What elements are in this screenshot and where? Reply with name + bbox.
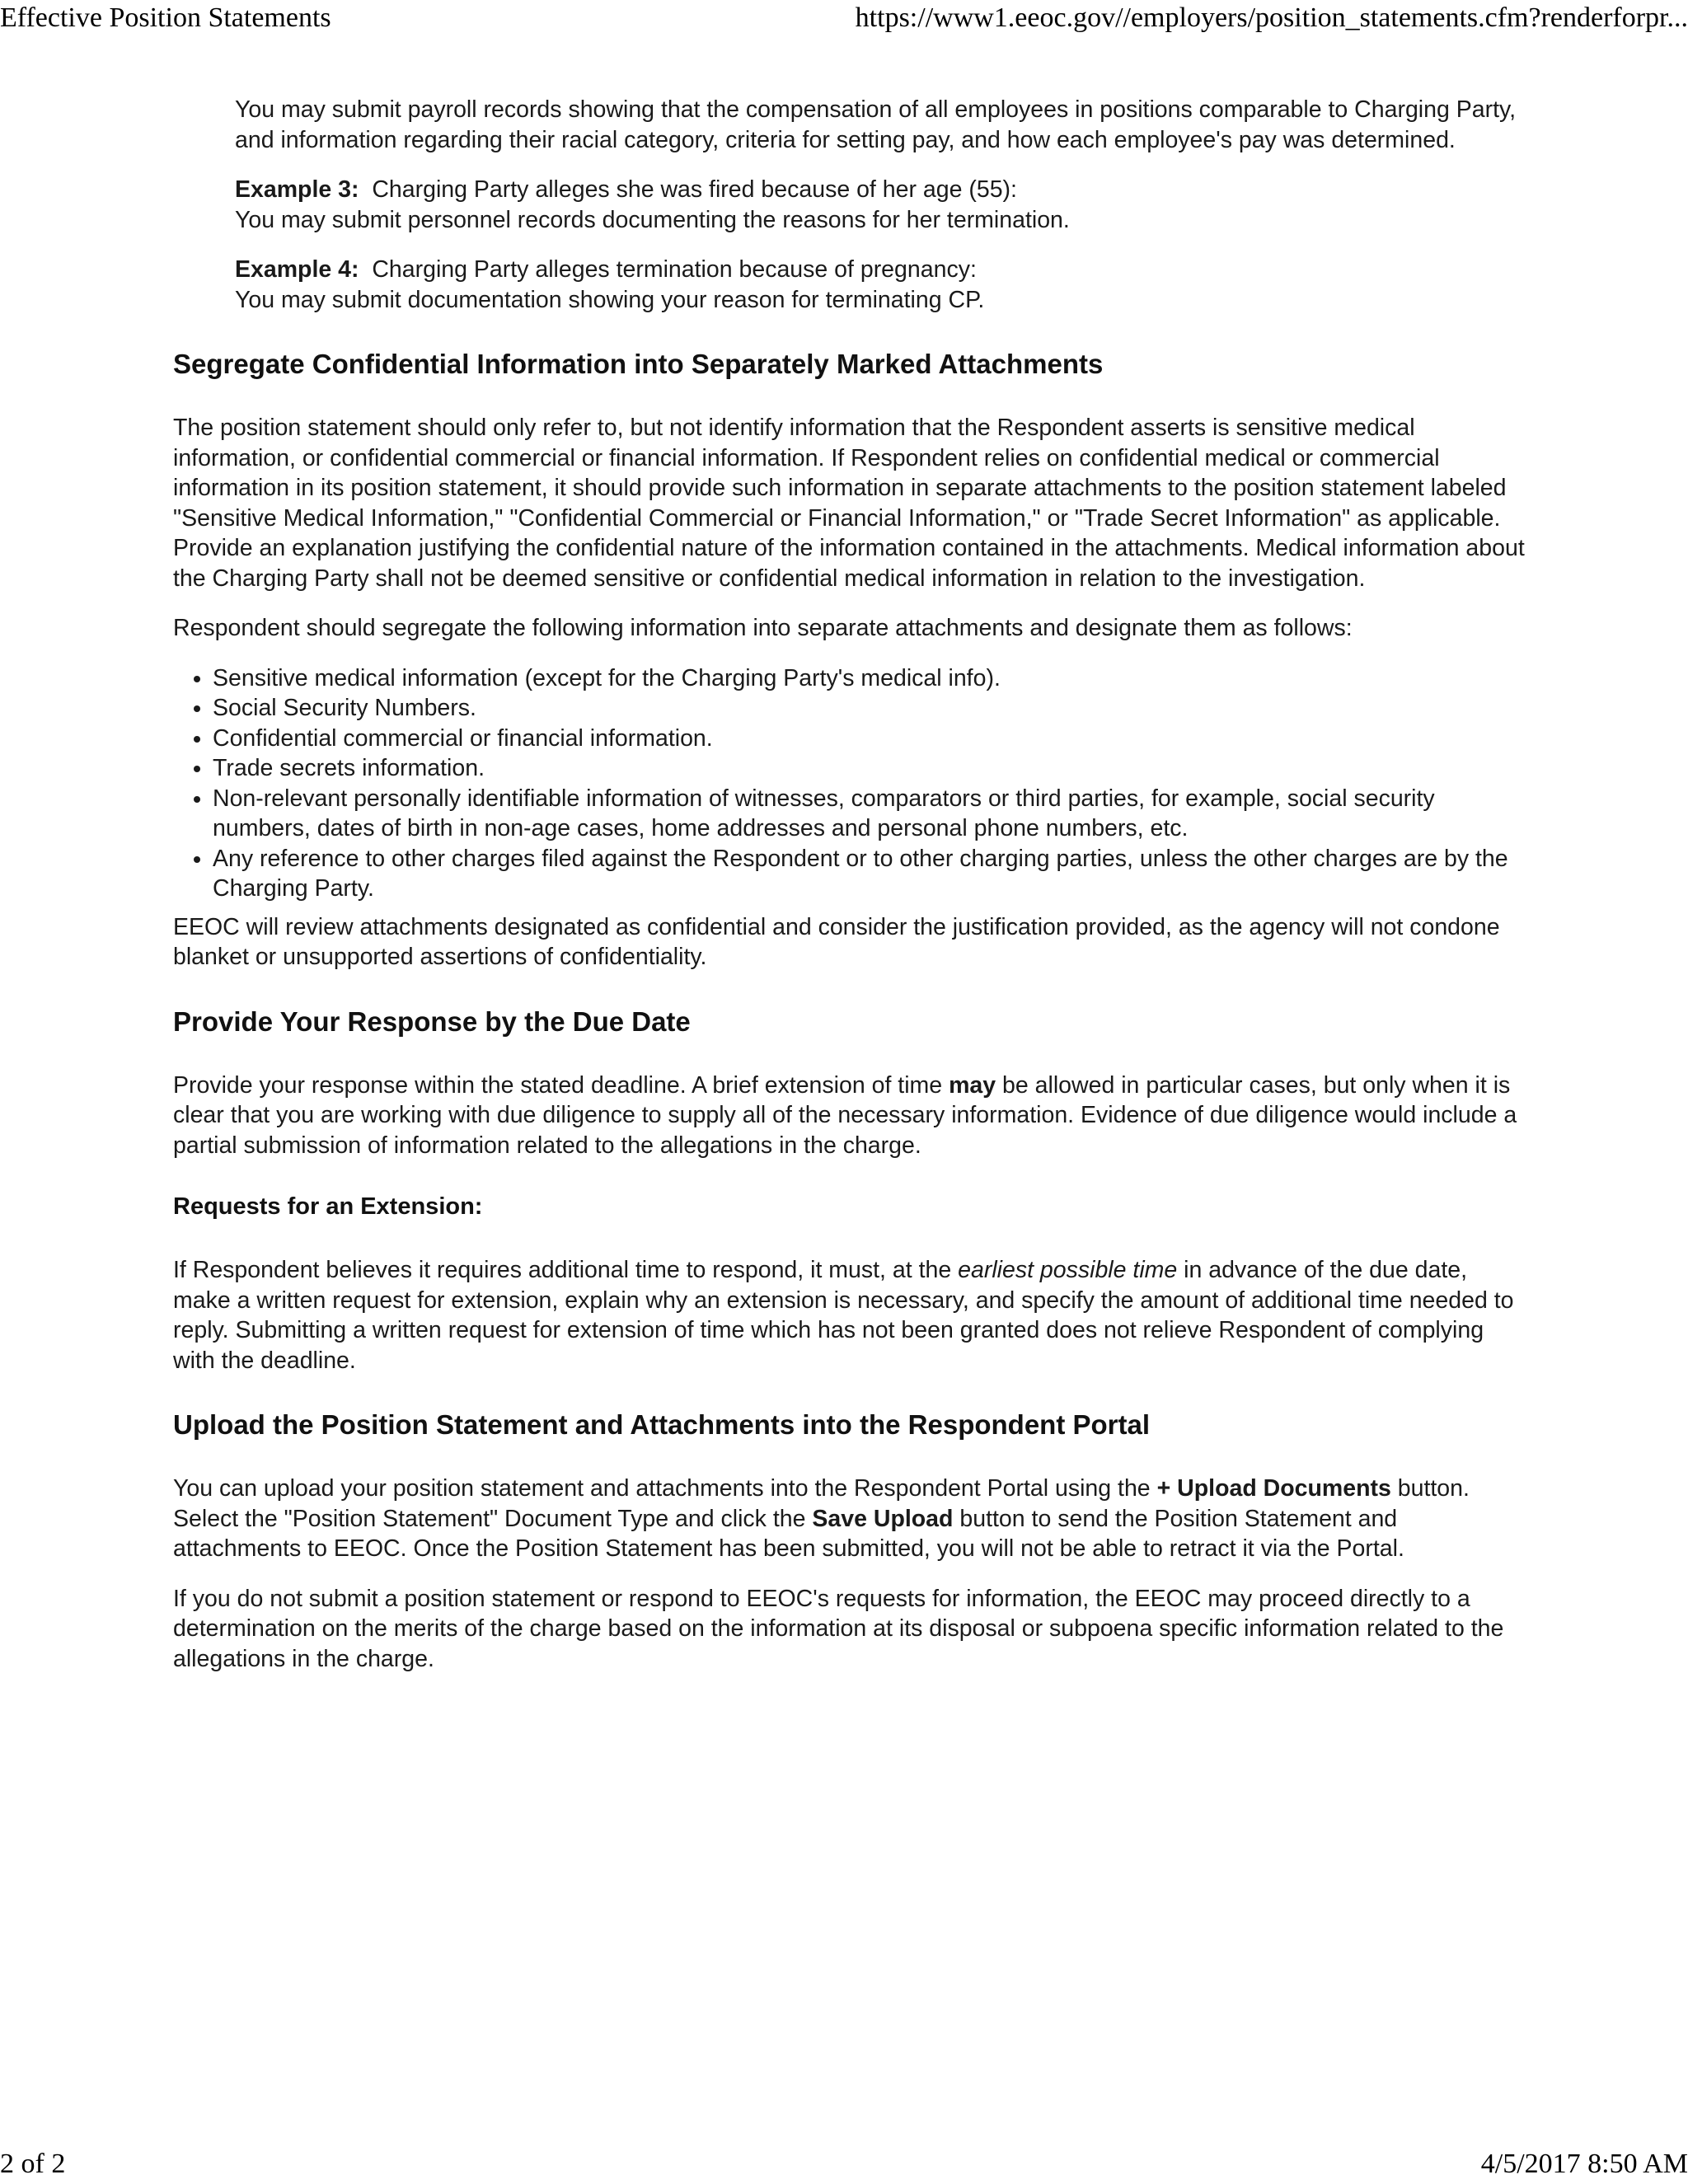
list-item: • Confidential commercial or financial information.: [213, 724, 1525, 754]
example-3-claim: Charging Party alleges she was fired because of her age (55):: [372, 176, 1017, 203]
list-item: • Any reference to other charges filed against the Respondent or to other charging parties, unless the other charges are by the Charging Party.: [213, 844, 1525, 904]
segregate-list: [173, 663, 1525, 904]
list-item: • Social Security Numbers.: [213, 693, 1525, 724]
example-3-response: You may submit personnel records documenting the reasons for her termination.: [235, 206, 1070, 233]
extension-text-a: If Respondent believes it requires additional time to respond, it must, at the: [173, 1257, 952, 1283]
segregate-paragraph-1: The position statement should only refer to, but not identify information that the Respondent asserts is sensitive medical information, or confidential commercial or financial information. If Respondent relies on confidential medical or commercial information in its position statement, it should provide such information in separate attachments to the position statement labeled "Sensitive Medical Information," "Confidential Commercial or Financial Information," or "Trade Secret Information" as applicable. Provide an explanation justifying the confidential nature of the information contained in the attachments. Medical information about the Charging Party shall not be deemed sensitive or confidential medical information in relation to the investigation.: [173, 415, 1525, 592]
list-item: • Non-relevant personally identifiable information of witnesses, comparators or third parties, for example, social security numbers, dates of birth in non-age cases, home addresses and personal phone numbers, etc.: [213, 784, 1525, 844]
segregate-paragraph-3: EEOC will review attachments designated as confidential and consider the justification provided, as the agency will not condone blanket or unsupported assertions of confidentiality.: [173, 913, 1500, 970]
extension-text-b: in advance of the due date, make a written request for extension, explain why an extension is necessary, and specify the amount of additional time needed to reply. Submitting a written request for extension of time which has not been granted does not relieve Respondent of complying with the deadline.: [173, 1257, 1514, 1374]
due-date-emphasis: may: [949, 1071, 996, 1099]
list-item: • Sensitive medical information (except for the Charging Party's medical info).: [213, 663, 1525, 694]
upload-heading: Upload the Position Statement and Attachments into the Respondent Portal: [173, 1409, 1151, 1440]
upload-text-e: button to send the Position Statement and attachments to EEOC. Once the Position Statement has been submitted, you will not be able to retract it via the Portal.: [173, 1505, 1404, 1562]
save-upload-term: Save Upload: [812, 1505, 954, 1532]
page-content: [173, 95, 1525, 1694]
example-4-claim: Charging Party alleges termination because of pregnancy:: [372, 256, 977, 283]
segregate-paragraph-2: Respondent should segregate the following information into separate attachments and designate them as follows:: [173, 615, 1353, 641]
example-3-label: Example 3:: [235, 176, 359, 203]
extension-paragraph: [173, 1255, 1525, 1376]
example-3: [235, 175, 1525, 235]
example-4: [235, 255, 1525, 315]
page-number: 2 of 2: [0, 2149, 66, 2179]
print-datetime: 4/5/2017 8:50 AM: [1480, 2149, 1688, 2179]
extension-heading: Requests for an Extension:: [173, 1193, 483, 1220]
upload-documents-term: + Upload Documents: [1156, 1475, 1391, 1502]
print-header: [0, 0, 1688, 36]
example-2-response: You may submit payroll records showing that the compensation of all employees in positions comparable to Charging Party, and information regarding their racial category, criteria for setting pay, and how each employee's pay was determined.: [235, 96, 1517, 153]
example-4-response: You may submit documentation showing your reason for terminating CP.: [235, 286, 985, 313]
upload-paragraph-1: [173, 1474, 1525, 1564]
print-footer: [0, 2146, 1688, 2182]
due-date-text-a: Provide your response within the stated deadline. A brief extension of time: [173, 1071, 943, 1099]
examples-block: [235, 95, 1525, 315]
upload-text-a: You can upload your position statement and attachments into the Respondent Portal using the: [173, 1475, 1151, 1502]
upload-paragraph-2: If you do not submit a position statement or respond to EEOC's requests for information, the EEOC may proceed directly to a determination on the merits of the charge based on the information at its disposal or subpoena specific information related to the allegations in the charge.: [173, 1585, 1504, 1672]
due-date-text-b: be allowed in particular cases, but only when it is clear that you are working with due diligence to supply all of the necessary information. Evidence of due diligence would include a partial submission of information related to the allegations in the charge.: [173, 1071, 1517, 1159]
segregate-heading: Segregate Confidential Information into Separately Marked Attachments: [173, 349, 1104, 379]
extension-emphasis: earliest possible time: [958, 1257, 1178, 1283]
upload-text-c: button. Select the "Position Statement" Document Type and click the: [173, 1475, 1470, 1532]
due-date-heading: Provide Your Response by the Due Date: [173, 1005, 691, 1037]
print-header-title: Effective Position Statements: [0, 2, 331, 33]
list-item: • Trade secrets information.: [213, 753, 1525, 784]
print-header-url: https://www1.eeoc.gov//employers/position_statements.cfm?renderforpr...: [855, 2, 1688, 33]
due-date-paragraph: [173, 1071, 1525, 1161]
example-4-label: Example 4:: [235, 256, 359, 283]
